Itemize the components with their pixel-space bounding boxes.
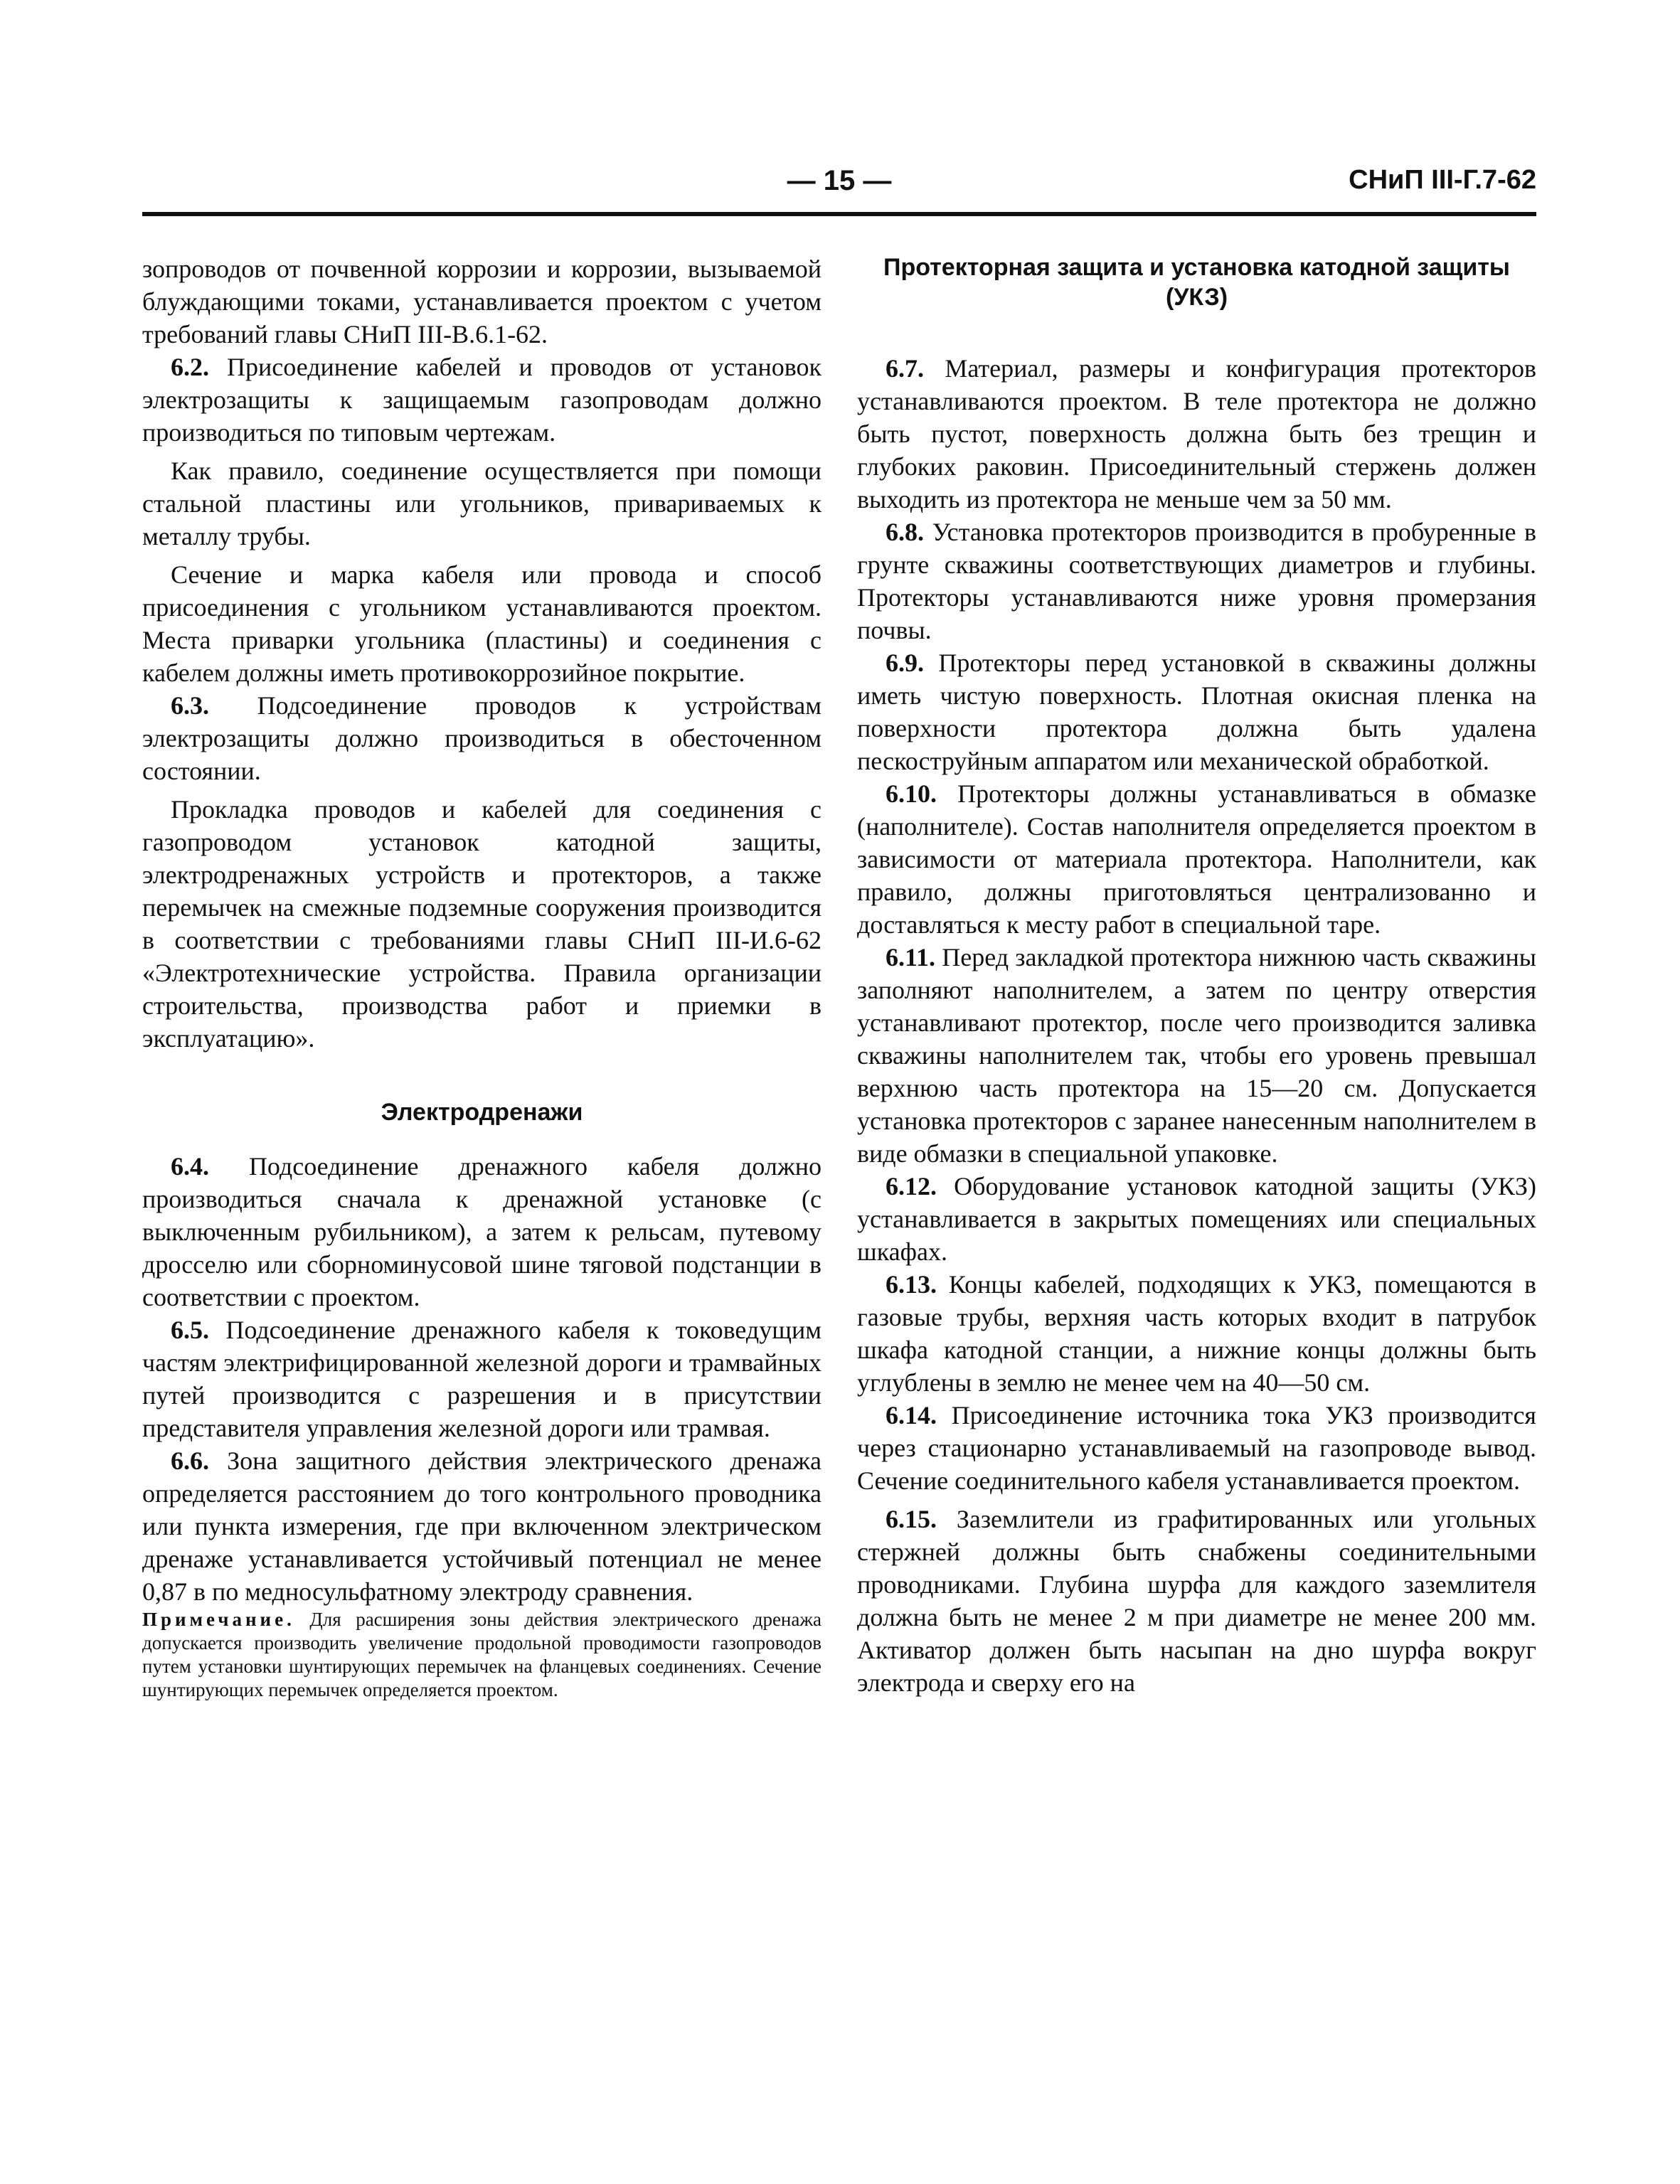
clause-text: Оборудование установок катодной защиты (УКЗ) устанавливается в закрытых помещениях или специальных шкафах. [857,1172,1536,1266]
paragraph-6-7 [857,352,1536,516]
left-column [142,252,822,1702]
paragraph-6-5 [142,1314,822,1444]
clause-number: 6.11. [886,943,936,971]
footnote [142,1608,822,1702]
section-heading: Электродренажи [381,1099,583,1126]
clause-text: Перед закладкой протектора нижнюю часть скважины заполняют наполнителем, а затем по центру отверстия устанавливают протектор, после чего производится заливка скважины наполнителем так, чтобы его уровень превышал верхнюю часть протектора на 15—20 см. Допускается установка протекторов с заранее нанесенным наполнителем в виде обмазки в специальной упаковке. [857,943,1536,1168]
paragraph-6-4 [142,1150,822,1314]
clause-text: Протекторы должны устанавливаться в обмазке (наполнителе). Состав наполнителя определяется проектом в зависимости от материала протектора. Наполнители, как правило, должны приготовляться централизованно и доставляться к месту работ в специальной таре. [857,779,1537,939]
paragraph-6-9 [857,646,1536,777]
clause-text: Зона защитного действия электрического дренажа определяется расстоянием до того контрольного проводника или пункта измерения, где при включенном электрическом дренаже устанавливается устойчивый потенциал не менее 0,87 в по медносульфатному электроду сравнения. [142,1447,822,1606]
clause-number: 6.2. [171,353,209,381]
paragraph-6-12 [857,1170,1536,1268]
clause-number: 6.8. [886,518,924,546]
paragraph-6-2 [142,351,822,449]
paragraph-6-14 [857,1399,1536,1497]
clause-text: Материал, размеры и конфигурация протекторов устанавливаются проектом. В теле протектора не должно быть пустот, поверхность должна быть без трещин и глубоких раковин. Присоединительный стержень должен выходить из протектора не меньше чем за 50 мм. [857,354,1537,513]
note-label: Примечание. [142,1609,295,1630]
paragraph: Прокладка проводов и кабелей для соединения с газопроводом установок катодной защиты, электродренажных устройств и протекторов, а также перемычек на смежные подземные сооружения производится в соответствии с требованиями главы СНиП III-И.6-62 «Электротехнические устройства. Правила организации строительства, производства работ и приемки в эксплуатацию». [142,795,822,1053]
right-column [857,252,1536,1699]
clause-number: 6.13. [886,1270,937,1299]
document-code: СНиП III-Г.7-62 [1349,165,1536,195]
clause-text: Присоединение кабелей и проводов от установок электрозащиты к защищаемым газопроводам должно производиться по типовым чертежам. [142,353,822,447]
paragraph-6-13 [857,1268,1536,1399]
paragraph-6-15 [857,1503,1536,1699]
header-rule [142,212,1536,216]
paragraph-6-6 [142,1444,822,1608]
paragraph-6-8 [857,516,1536,646]
note-text: Для расширения зоны действия электрического дренажа допускается производить увеличение продольной проводимости газопроводов путем установки шунтирующих перемычек на фланцевых соединениях. Сечение шунтирующих перемычек определяется проектом. [142,1609,822,1700]
clause-text: Присоединение источника тока УКЗ производится через стационарно устанавливаемый на газопроводе вывод. Сечение соединительного кабеля устанавливается проектом. [857,1401,1536,1495]
clause-number: 6.9. [886,649,924,677]
clause-text: Подсоединение дренажного кабеля к токоведущим частям электрифицированной железной дороги и трамвайных путей производится с разрешения и в присутствии представителя управления железной дороги или трамвая. [142,1316,822,1442]
clause-text: Заземлители из графитированных или угольных стержней должны быть снабжены соединительными проводниками. Глубина шурфа для каждого заземлителя должна быть не менее 2 м при диаметре не менее 200 мм. Активатор должен быть насыпан на дно шурфа вокруг электрода и сверху его на [857,1505,1536,1697]
clause-number: 6.5. [171,1316,209,1344]
paragraph-continuation: зопроводов от почвенной коррозии и коррозии, вызываемой блуждающими токами, устанавливается проектом с учетом требований главы СНиП III-В.6.1-62. [142,255,822,348]
clause-text: Концы кабелей, подходящих к УКЗ, помещаются в газовые трубы, верхняя часть которых входит в патрубок шкафа катодной станции, а нижние концы должны быть углублены в землю не менее чем на 40—50 см. [857,1270,1536,1397]
clause-number: 6.15. [886,1505,937,1533]
clause-number: 6.14. [886,1401,937,1429]
clause-number: 6.7. [886,354,924,383]
clause-number: 6.3. [171,691,209,720]
page-header [142,165,1536,208]
clause-text: Протекторы перед установкой в скважины должны иметь чистую поверхность. Плотная окисная пленка на поверхности протектора должна быть удалена пескоструйным аппаратом или механической обработкой. [857,649,1536,775]
paragraph-6-10 [857,777,1536,941]
clause-text: Подсоединение проводов к устройствам электрозащиты должно производиться в обесточенном состоянии. [142,691,822,785]
clause-number: 6.12. [886,1172,937,1200]
page-number: — 15 — [787,165,892,196]
clause-text: Установка протекторов производится в пробуренные в грунте скважины соответствующих диаметров и глубины. Протекторы устанавливаются ниже уровня промерзания почвы. [857,518,1536,644]
section-heading: Протекторная защита и установка катодной защиты (УКЗ) [883,254,1510,311]
paragraph: Как правило, соединение осуществляется при помощи стальной пластины или угольников, привариваемых к металлу трубы. [142,457,822,550]
paragraph: Сечение и марка кабеля или провода и способ присоединения с угольником устанавливаются проектом. Места приварки угольника (пластины) и соединения с кабелем должны иметь противокоррозийное покрытие. [142,560,822,687]
clause-number: 6.4. [171,1152,209,1181]
paragraph-6-11 [857,941,1536,1170]
clause-text: Подсоединение дренажного кабеля должно производиться сначала к дренажной установке (с выключенным рубильником), а затем к рельсам, путевому дросселю или сборноминусовой шине тяговой подстанции в соответствии с проектом. [142,1152,822,1311]
clause-number: 6.6. [171,1447,209,1475]
clause-number: 6.10. [886,779,937,808]
paragraph-6-3 [142,689,822,787]
